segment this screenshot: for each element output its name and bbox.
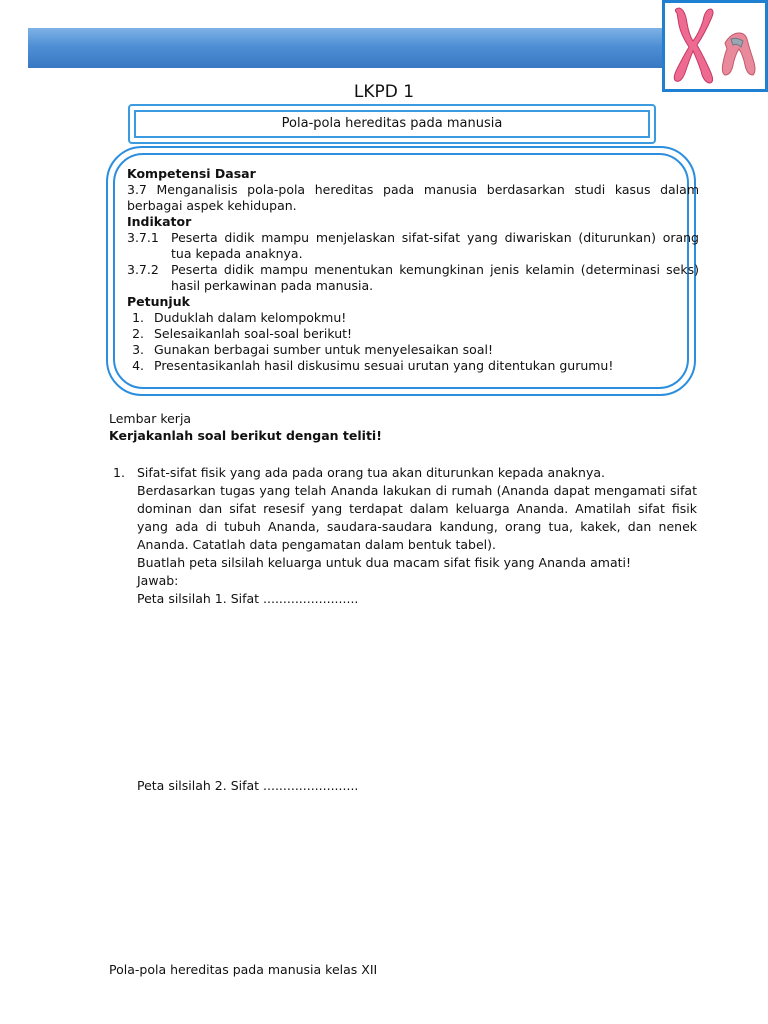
petunjuk-text: Presentasikanlah hasil diskusimu sesuai urutan yang ditentukan gurumu!: [154, 358, 614, 373]
question-paragraph: Berdasarkan tugas yang telah Ananda lakukan di rumah (Ananda dapat mengamati sifat dominan dan sifat resesif yang terdapat dalam keluarga Ananda. Amatilah sifat fisik yang ada di tubuh Ananda, saudara-saudara kandung, orang tua, kakek, dan nenek Ananda. Catatlah data pengamatan dalam bentuk tabel).: [137, 483, 697, 552]
petunjuk-item: [127, 358, 699, 374]
question-line1: Sifat-sifat fisik yang ada pada orang tua akan diturunkan kepada anaknya.: [137, 465, 605, 480]
question-task: Buatlah peta silsilah keluarga untuk dua macam sifat fisik yang Ananda amati!: [137, 555, 632, 570]
petunjuk-number: 2.: [132, 326, 144, 341]
page-footer: Pola-pola hereditas pada manusia kelas XII: [109, 962, 378, 977]
indikator-number: 3.7.2: [127, 262, 159, 277]
petunjuk-item: [127, 326, 699, 342]
indikator-number: 3.7.1: [127, 230, 159, 245]
question-1: [113, 464, 697, 608]
petunjuk-text: Selesaikanlah soal-soal berikut!: [154, 326, 353, 341]
kompetensi-text: 3.7 Menganalisis pola-pola hereditas pada manusia berdasarkan studi kasus dalam berbagai aspek kehidupan.: [127, 182, 699, 213]
question-number: 1.: [113, 465, 125, 480]
competency-content: [127, 166, 699, 374]
peta-silsilah-2: Peta silsilah 2. Sifat ........................: [137, 778, 359, 793]
indikator-heading: Indikator: [127, 214, 192, 229]
indikator-item: [127, 230, 699, 262]
petunjuk-text: Gunakan berbagai sumber untuk menyelesaikan soal!: [154, 342, 493, 357]
subtitle: Pola-pola hereditas pada manusia: [134, 110, 650, 138]
peta-silsilah-1: Peta silsilah 1. Sifat ........................: [137, 591, 359, 606]
petunjuk-heading: Petunjuk: [127, 294, 190, 309]
chromosome-icon: [665, 3, 765, 89]
indikator-text: Peserta didik mampu menjelaskan sifat-sifat yang diwariskan (diturunkan) orang tua kepada anaknya.: [171, 230, 699, 261]
page-title: LKPD 1: [353, 82, 415, 102]
petunjuk-number: 1.: [132, 310, 144, 325]
indikator-item: [127, 262, 699, 294]
petunjuk-item: [127, 310, 699, 326]
petunjuk-number: 4.: [132, 358, 144, 373]
answer-label: Jawab:: [137, 573, 179, 588]
question-body: [137, 464, 697, 608]
indikator-text: Peserta didik mampu menentukan kemungkinan jenis kelamin (determinasi seks) hasil perkawinan pada manusia.: [171, 262, 699, 293]
chromosome-logo: [662, 0, 768, 92]
subtitle-box: [128, 104, 656, 144]
petunjuk-text: Duduklah dalam kelompokmu!: [154, 310, 347, 325]
petunjuk-number: 3.: [132, 342, 144, 357]
header-banner: [28, 28, 683, 68]
petunjuk-item: [127, 342, 699, 358]
kompetensi-heading: Kompetensi Dasar: [127, 166, 256, 181]
worksheet-heading-block: [109, 410, 382, 444]
lembar-instruction: Kerjakanlah soal berikut dengan teliti!: [109, 428, 382, 443]
lembar-heading: Lembar kerja: [109, 411, 192, 426]
